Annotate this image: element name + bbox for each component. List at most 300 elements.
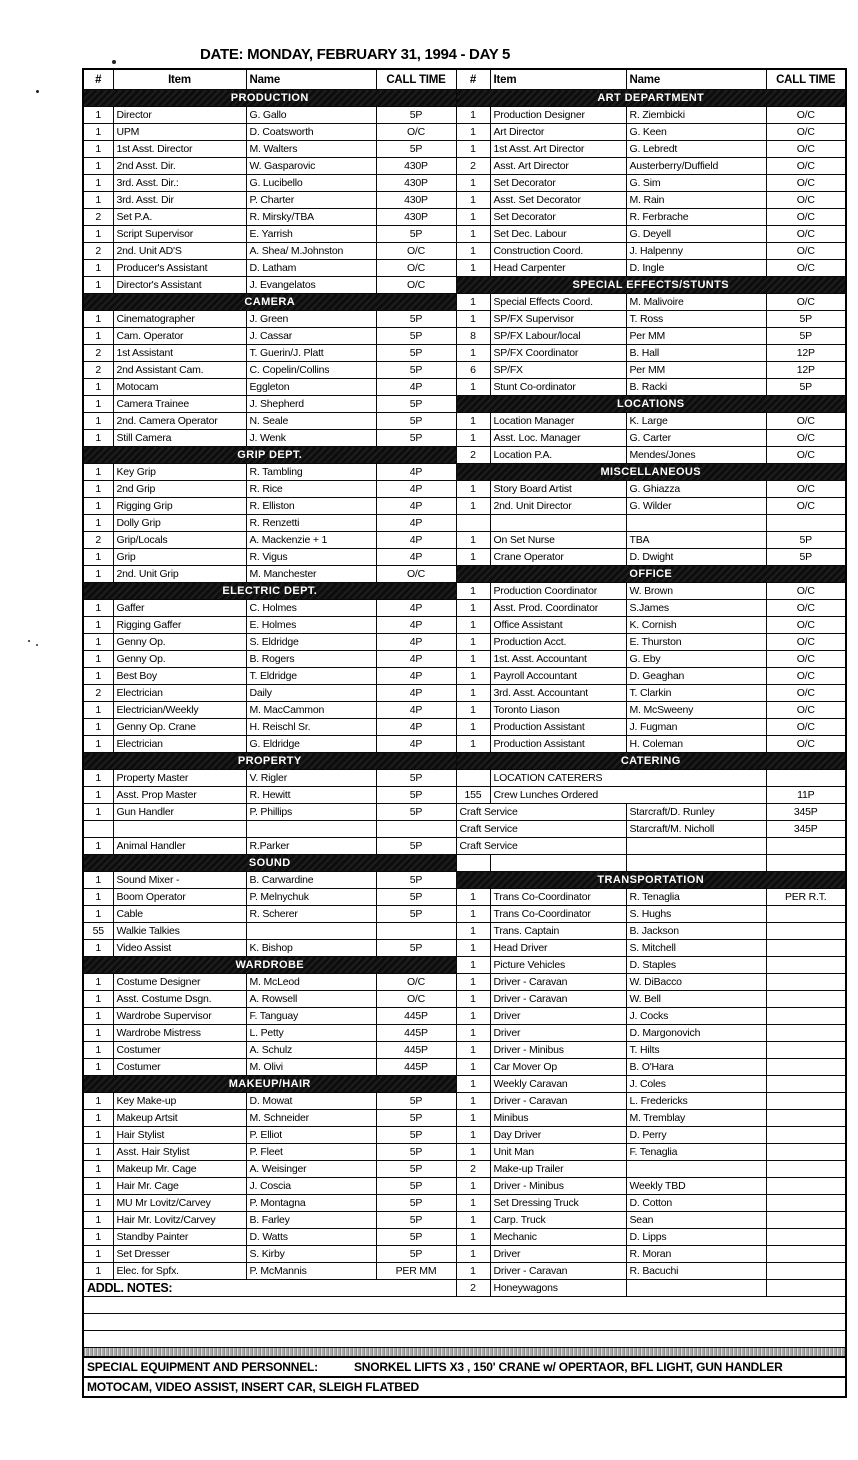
num-cell: 1 [456,1008,490,1025]
name-cell: A. Schulz [246,1042,376,1059]
table-row [83,1059,846,1076]
item-cell: Asst. Prod. Coordinator [490,600,626,617]
table-row [83,668,846,685]
num-cell: 2 [83,362,113,379]
num-cell: 1 [83,464,113,481]
table-row [83,1178,846,1195]
name-cell [626,838,766,855]
call-time-cell: 5P [376,1212,456,1229]
call-time-cell [376,923,456,940]
empty-cell [456,855,490,872]
call-time-cell: 5P [766,532,846,549]
item-cell: Weekly Caravan [490,1076,626,1093]
call-time-cell [766,1229,846,1246]
num-cell: 1 [83,1042,113,1059]
call-sheet-page [0,46,858,1398]
name-cell: A. Mackenzie + 1 [246,532,376,549]
addl-notes-label: ADDL. NOTES: [83,1280,456,1297]
call-time-cell: 4P [376,600,456,617]
num-cell: 1 [83,328,113,345]
num-cell: 1 [83,974,113,991]
item-cell: Set Dec. Labour [490,226,626,243]
empty-cell [766,515,846,532]
call-time-cell [766,1263,846,1280]
call-time-cell: O/C [766,124,846,141]
name-cell: B. Farley [246,1212,376,1229]
num-cell: 1 [83,1059,113,1076]
empty-cell [376,821,456,838]
call-time-cell: O/C [766,668,846,685]
name-cell: R. Ziembicki [626,107,766,124]
item-cell: Driver [490,1246,626,1263]
num-cell: 1 [83,192,113,209]
call-time-cell: 4P [376,498,456,515]
name-cell: D. Coatsworth [246,124,376,141]
num-cell: 55 [83,923,113,940]
num-cell [456,770,490,787]
item-cell: Make-up Trailer [490,1161,626,1178]
num-cell: 1 [456,685,490,702]
table-row [83,1042,846,1059]
section-header: CAMERA [83,294,456,311]
item-cell: SP/FX Labour/local [490,328,626,345]
call-time-cell: 5P [376,430,456,447]
table-row [83,736,846,753]
num-cell: 1 [456,957,490,974]
num-cell: 1 [83,158,113,175]
call-time-cell: 5P [376,872,456,889]
name-cell: T. Hilts [626,1042,766,1059]
table-row [83,311,846,328]
call-time-cell: 5P [376,1127,456,1144]
call-time-cell: O/C [766,702,846,719]
num-cell: 1 [83,940,113,957]
call-time-cell: 345P [766,804,846,821]
item-cell: Construction Coord. [490,243,626,260]
num-cell: 1 [456,481,490,498]
scan-artifact [36,90,39,93]
call-time-cell: 5P [376,770,456,787]
name-cell: B. Rogers [246,651,376,668]
table-row [83,549,846,566]
item-cell: Unit Man [490,1144,626,1161]
table-row [83,192,846,209]
col-header-calltime-left: CALL TIME [376,69,456,90]
name-cell: R. Rice [246,481,376,498]
item-cell: Mechanic [490,1229,626,1246]
empty-cell [456,515,490,532]
item-cell: LOCATION CATERERS [490,770,766,787]
name-cell: G. Lucibello [246,175,376,192]
table-row [83,175,846,192]
name-cell: TBA [626,532,766,549]
num-cell: 1 [83,651,113,668]
num-cell: 1 [83,107,113,124]
num-cell: 1 [456,634,490,651]
call-time-cell: 5P [376,328,456,345]
section-header: CATERING [456,753,846,770]
special-equipment-row [83,1357,846,1377]
table-row [83,1025,846,1042]
item-cell: Wardrobe Mistress [113,1025,246,1042]
call-time-cell [766,1144,846,1161]
scan-artifact [28,640,30,642]
empty-cell [490,515,626,532]
call-time-cell: O/C [766,430,846,447]
empty-cell [246,821,376,838]
name-cell: C. Holmes [246,600,376,617]
call-time-cell [766,906,846,923]
item-cell: Key Make-up [113,1093,246,1110]
call-time-cell: 5P [376,226,456,243]
item-cell: SP/FX Supervisor [490,311,626,328]
item-cell: Hair Mr. Lovitz/Carvey [113,1212,246,1229]
num-cell: 1 [83,906,113,923]
call-time-cell: PER MM [376,1263,456,1280]
call-time-cell: O/C [766,141,846,158]
item-cell: 3rd. Asst. Accountant [490,685,626,702]
special-equipment-text: SNORKEL LIFTS X3 , 150' CRANE w/ OPERTAOR, BFL LIGHT, GUN HANDLER [353,1359,783,1374]
num-cell: 1 [83,668,113,685]
num-cell: 1 [83,634,113,651]
notes-empty-row [83,1297,846,1314]
item-cell: Payroll Accountant [490,668,626,685]
num-cell: 1 [83,838,113,855]
item-cell: Producer's Assistant [113,260,246,277]
num-cell: 1 [456,243,490,260]
name-cell: G. Wilder [626,498,766,515]
item-cell: Office Assistant [490,617,626,634]
num-cell: 1 [456,430,490,447]
item-cell: 2nd. Unit AD'S [113,243,246,260]
num-cell: 1 [83,413,113,430]
name-cell: E. Holmes [246,617,376,634]
num-cell: 2 [456,158,490,175]
call-time-cell: O/C [376,277,456,294]
num-cell: 1 [83,617,113,634]
name-cell: Per MM [626,362,766,379]
table-row [83,158,846,175]
notes-empty-cell [83,1297,846,1314]
call-time-cell [766,1127,846,1144]
call-time-cell: 5P [376,1093,456,1110]
num-cell: 2 [83,209,113,226]
name-cell: M. MacCammon [246,702,376,719]
call-time-cell: 5P [376,1161,456,1178]
name-cell: E. Yarrish [246,226,376,243]
call-time-cell [766,1212,846,1229]
name-cell [626,1161,766,1178]
num-cell: 1 [456,736,490,753]
table-row [83,838,846,855]
call-time-cell [766,957,846,974]
name-cell: P. McMannis [246,1263,376,1280]
item-cell: Production Assistant [490,719,626,736]
call-time-cell: 445P [376,1025,456,1042]
call-time-cell: O/C [376,260,456,277]
call-time-cell: 4P [376,532,456,549]
num-cell: 1 [83,1229,113,1246]
name-cell: L. Fredericks [626,1093,766,1110]
name-cell: K. Bishop [246,940,376,957]
special-equipment-text: MOTOCAM, VIDEO ASSIST, INSERT CAR, SLEIGH FLATBED [83,1377,846,1397]
num-cell: 1 [456,345,490,362]
name-cell: B. Jackson [626,923,766,940]
num-cell: 1 [456,1059,490,1076]
item-cell: Grip [113,549,246,566]
name-cell: C. Copelin/Collins [246,362,376,379]
call-time-cell: 4P [376,515,456,532]
name-cell: M. Tremblay [626,1110,766,1127]
item-cell: Hair Mr. Cage [113,1178,246,1195]
name-cell: M. Schneider [246,1110,376,1127]
name-cell: D. Margonovich [626,1025,766,1042]
num-cell: 1 [456,600,490,617]
name-cell: R. Tenaglia [626,889,766,906]
item-cell: Art Director [490,124,626,141]
table-row [83,974,846,991]
table-row [83,209,846,226]
call-time-cell: O/C [766,617,846,634]
num-cell: 2 [456,1280,490,1297]
crew-call-table [82,68,847,1398]
name-cell: F. Tenaglia [626,1144,766,1161]
notes-empty-cell [83,1331,846,1348]
scan-artifact [112,60,116,64]
num-cell: 1 [83,1195,113,1212]
item-cell: Still Camera [113,430,246,447]
call-time-cell [766,770,846,787]
item-cell: 2nd. Camera Operator [113,413,246,430]
call-time-cell [766,1076,846,1093]
item-cell: Trans. Captain [490,923,626,940]
item-cell: Wardrobe Supervisor [113,1008,246,1025]
call-time-cell [766,1280,846,1297]
num-cell: 1 [456,532,490,549]
name-cell: D. Latham [246,260,376,277]
table-row [83,1246,846,1263]
name-cell: Per MM [626,328,766,345]
table-row [83,1127,846,1144]
num-cell: 1 [456,617,490,634]
item-cell: Location P.A. [490,447,626,464]
table-row [83,651,846,668]
item-cell: 2nd. Unit Director [490,498,626,515]
name-cell: Eggleton [246,379,376,396]
name-cell: R. Tambling [246,464,376,481]
item-cell: Script Supervisor [113,226,246,243]
call-time-cell: O/C [766,685,846,702]
name-cell: M. McSweeny [626,702,766,719]
name-cell: B. Racki [626,379,766,396]
table-row [83,260,846,277]
name-cell: W. Gasparovic [246,158,376,175]
item-cell: Asst. Loc. Manager [490,430,626,447]
empty-cell [626,855,766,872]
table-row [83,532,846,549]
call-time-cell: 5P [766,379,846,396]
table-row [83,770,846,787]
table-row [83,498,846,515]
call-time-cell: 4P [376,634,456,651]
num-cell: 1 [83,804,113,821]
col-header-num-right: # [456,69,490,90]
call-time-cell: 445P [376,1059,456,1076]
name-cell: J. Cassar [246,328,376,345]
num-cell: 1 [83,124,113,141]
name-cell: R.Parker [246,838,376,855]
empty-cell [113,821,246,838]
item-cell: Dolly Grip [113,515,246,532]
call-time-cell [766,1008,846,1025]
item-cell: 2nd Grip [113,481,246,498]
name-cell: J. Green [246,311,376,328]
item-cell: 1st. Asst. Accountant [490,651,626,668]
num-cell: 1 [456,1110,490,1127]
item-cell: On Set Nurse [490,532,626,549]
item-cell: Craft Service [456,821,626,838]
call-time-cell: 5P [376,889,456,906]
call-time-cell: 12P [766,345,846,362]
col-header-item-left: Item [113,69,246,90]
call-time-cell: O/C [376,991,456,1008]
table-row [83,362,846,379]
num-cell: 1 [456,141,490,158]
num-cell: 1 [83,277,113,294]
item-cell: Boom Operator [113,889,246,906]
table-row [83,855,846,872]
name-cell: Starcraft/D. Runley [626,804,766,821]
num-cell: 2 [456,1161,490,1178]
num-cell: 1 [456,719,490,736]
item-cell: Driver [490,1025,626,1042]
num-cell: 1 [83,549,113,566]
table-row [83,923,846,940]
name-cell: D. Dwight [626,549,766,566]
call-time-cell [766,1161,846,1178]
item-cell: Craft Service [456,838,626,855]
item-cell: Head Carpenter [490,260,626,277]
table-row [83,1110,846,1127]
table-row [83,617,846,634]
special-equipment-row [83,1377,846,1397]
table-row [83,379,846,396]
table-row [83,464,846,481]
num-cell: 1 [83,260,113,277]
num-cell: 1 [83,736,113,753]
table-row [83,328,846,345]
call-time-cell: 4P [376,668,456,685]
call-time-cell: 4P [376,702,456,719]
item-cell: Craft Service [456,804,626,821]
table-row [83,719,846,736]
table-row [83,413,846,430]
num-cell: 2 [83,243,113,260]
num-cell: 1 [456,1263,490,1280]
num-cell: 1 [83,1212,113,1229]
name-cell: Starcraft/M. Nicholl [626,821,766,838]
num-cell: 1 [83,1008,113,1025]
item-cell: SP/FX Coordinator [490,345,626,362]
call-time-cell: 5P [376,1246,456,1263]
table-row [83,1195,846,1212]
item-cell: Cam. Operator [113,328,246,345]
num-cell: 1 [83,1110,113,1127]
call-time-cell: O/C [766,175,846,192]
table-row [83,243,846,260]
name-cell: P. Fleet [246,1144,376,1161]
call-time-cell: O/C [766,736,846,753]
table-row [83,226,846,243]
num-cell: 1 [456,1144,490,1161]
name-cell: A. Shea/ M.Johnston [246,243,376,260]
name-cell: G. Carter [626,430,766,447]
num-cell: 1 [456,1076,490,1093]
name-cell: J. Coscia [246,1178,376,1195]
table-row [83,872,846,889]
section-header: SPECIAL EFFECTS/STUNTS [456,277,846,294]
call-time-cell: 4P [376,549,456,566]
call-time-cell: O/C [376,124,456,141]
num-cell: 1 [83,379,113,396]
item-cell: 1st Assistant [113,345,246,362]
num-cell: 1 [83,1144,113,1161]
call-time-cell [766,1195,846,1212]
num-cell: 1 [83,702,113,719]
num-cell: 1 [456,1178,490,1195]
num-cell: 1 [456,1025,490,1042]
num-cell: 1 [456,175,490,192]
num-cell: 1 [456,311,490,328]
num-cell: 1 [456,923,490,940]
call-time-cell: 5P [376,107,456,124]
item-cell: Production Acct. [490,634,626,651]
name-cell [626,1280,766,1297]
num-cell: 1 [83,175,113,192]
call-time-cell [766,1059,846,1076]
call-time-cell: 5P [376,787,456,804]
name-cell: S. Eldridge [246,634,376,651]
table-row [83,277,846,294]
call-time-cell: 5P [376,906,456,923]
item-cell: Minibus [490,1110,626,1127]
call-time-cell: 4P [376,736,456,753]
num-cell: 1 [456,124,490,141]
num-cell: 1 [456,209,490,226]
item-cell: Costume Designer [113,974,246,991]
item-cell: Electrician [113,736,246,753]
item-cell: Electrician [113,685,246,702]
name-cell: D. Perry [626,1127,766,1144]
name-cell: D. Cotton [626,1195,766,1212]
call-time-cell: 345P [766,821,846,838]
table-row [83,1008,846,1025]
table-row [83,957,846,974]
call-time-cell [766,1246,846,1263]
call-time-cell: 5P [376,362,456,379]
date-value: MONDAY, FEBRUARY 31, 1994 - DAY 5 [247,46,511,63]
item-cell: Honeywagons [490,1280,626,1297]
name-cell: P. Montagna [246,1195,376,1212]
section-header: PROPERTY [83,753,456,770]
call-time-cell: 5P [766,311,846,328]
call-time-cell: 445P [376,1008,456,1025]
num-cell: 1 [456,1229,490,1246]
call-time-cell [766,838,846,855]
num-cell: 1 [83,1246,113,1263]
call-time-cell [766,1093,846,1110]
name-cell: Weekly TBD [626,1178,766,1195]
